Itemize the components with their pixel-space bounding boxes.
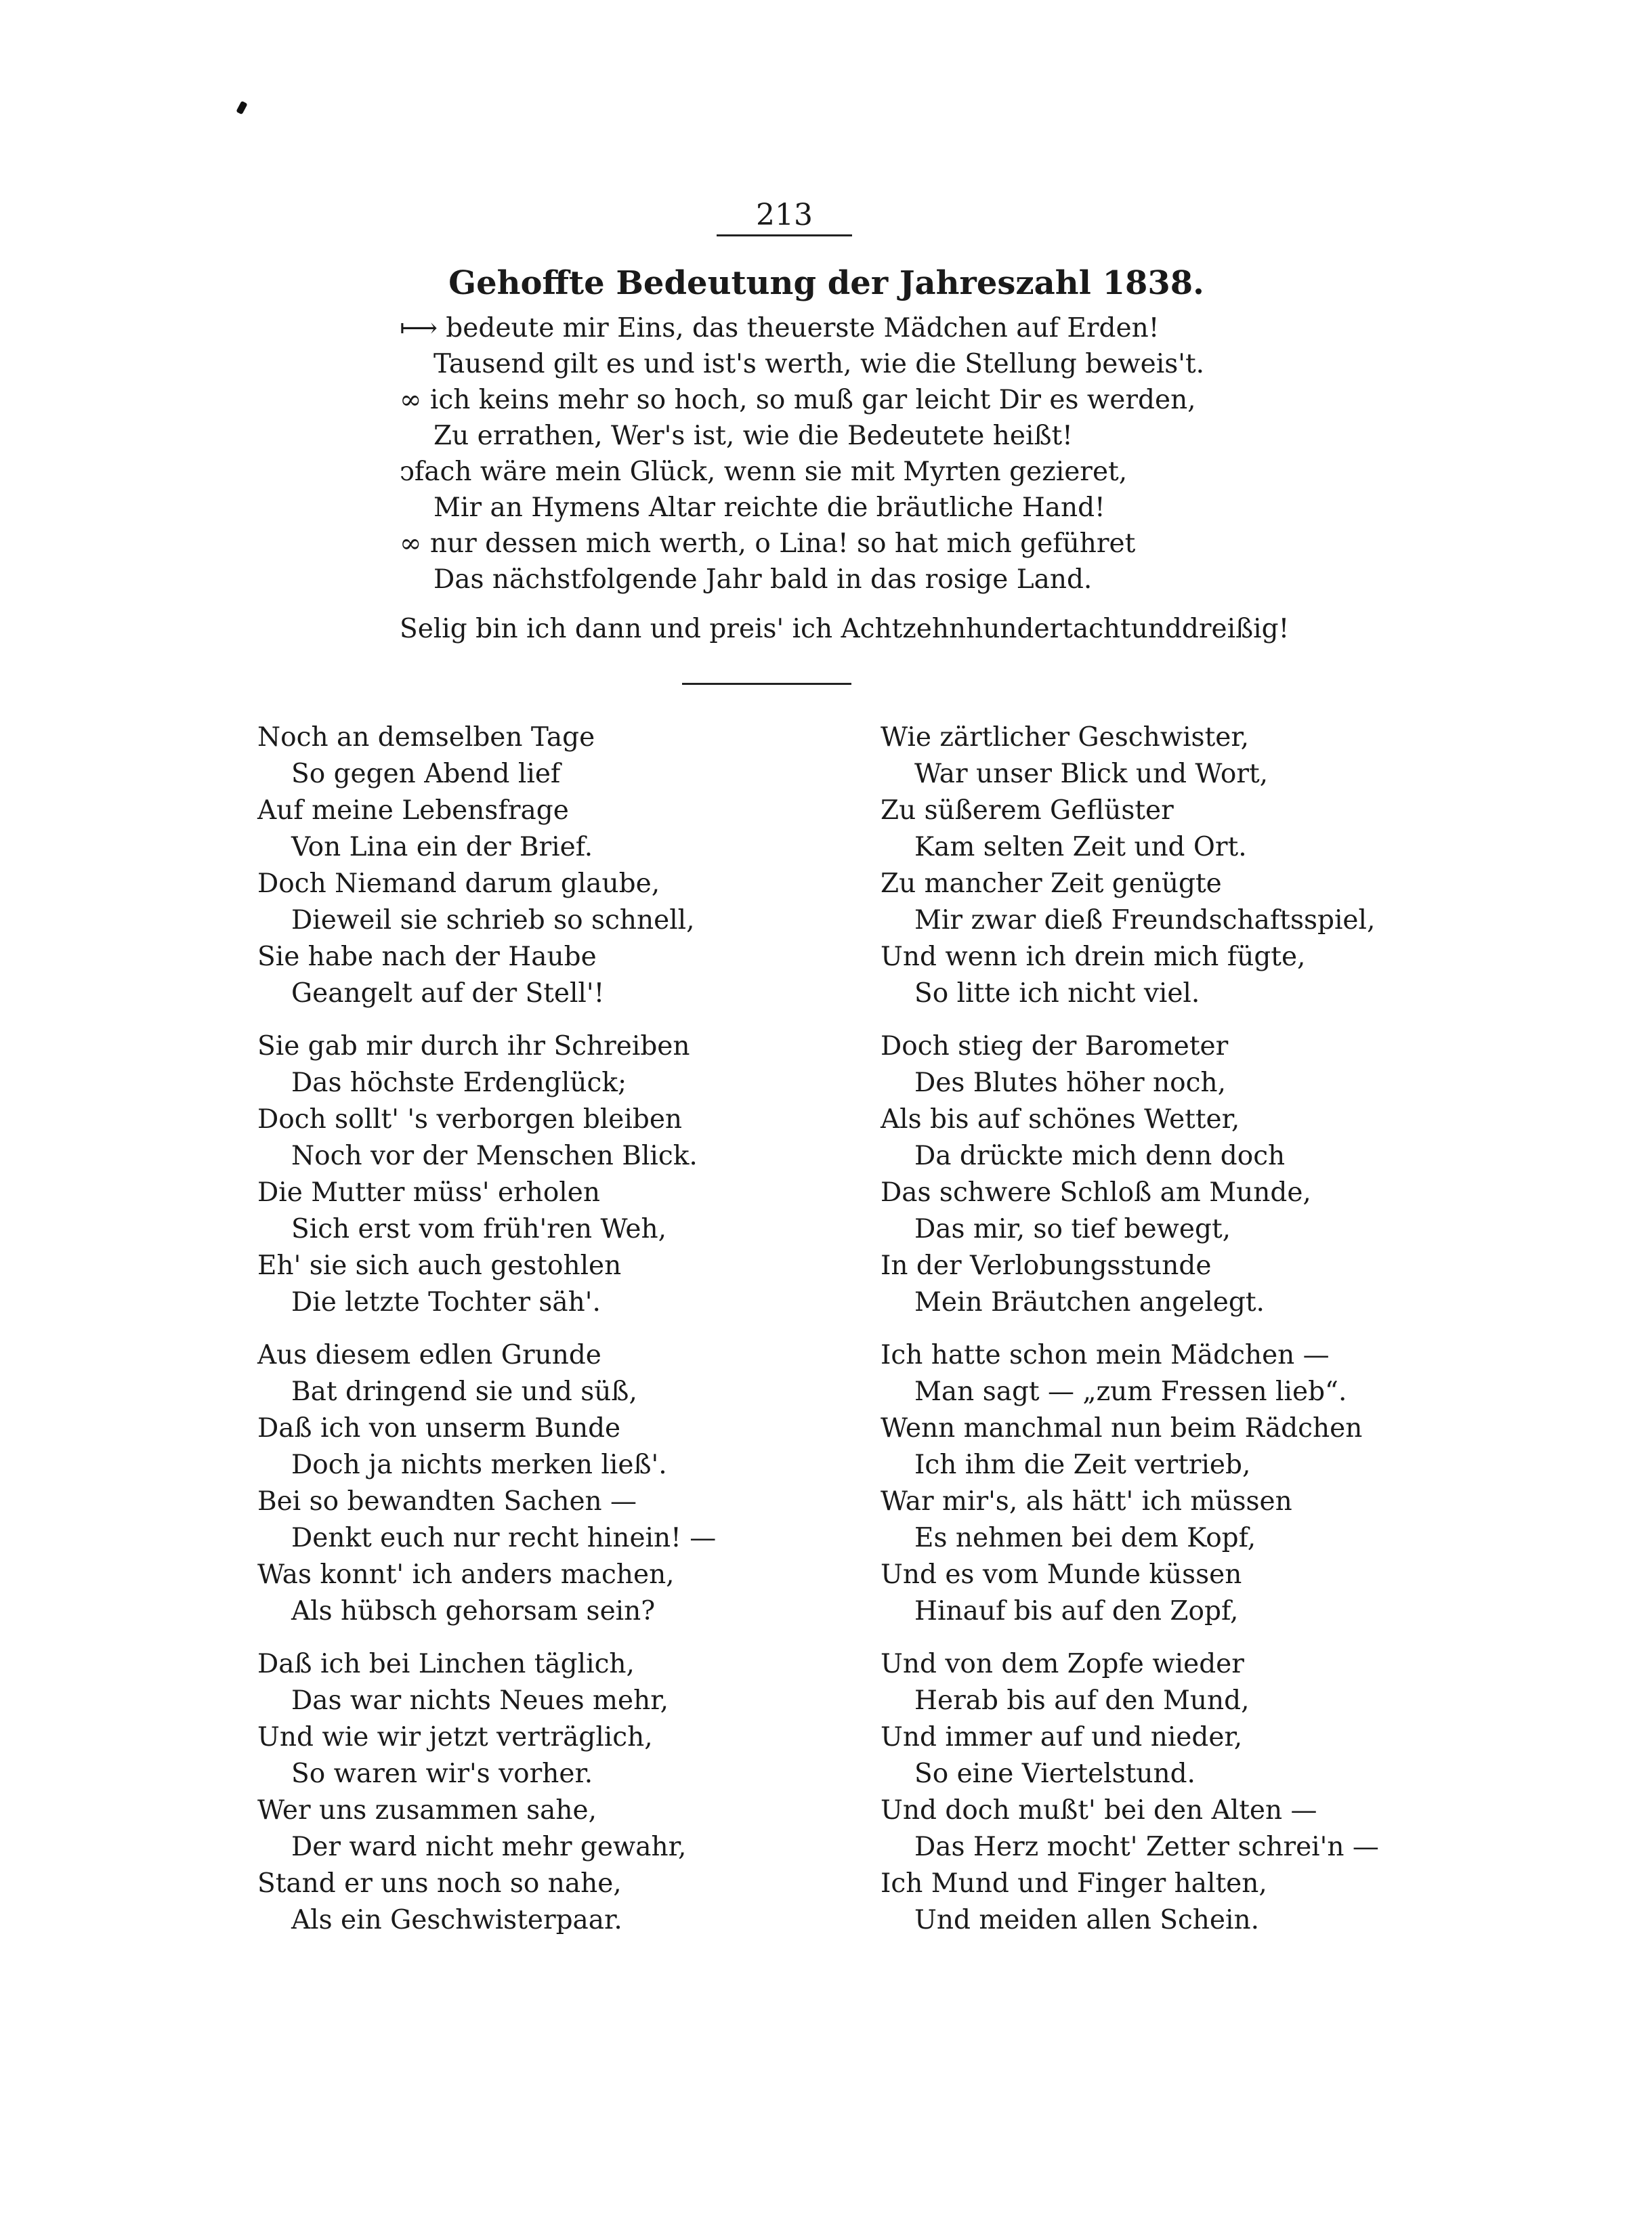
verse-line: Ich ihm die Zeit vertrieb, — [914, 1450, 1251, 1480]
stanza — [257, 719, 745, 1012]
verse-line: Wer uns zusammen sahe, — [257, 1795, 597, 1826]
stanza — [881, 719, 1376, 1012]
right-column — [881, 719, 1379, 1955]
verse-line: Das war nichts Neues mehr, — [291, 1685, 669, 1716]
verse-line: Das Herz mocht' Zetter schrei'n — — [914, 1832, 1379, 1862]
verse-line: Das mir, so tief bewegt, — [914, 1214, 1231, 1244]
verse-line: Als hübsch gehorsam sein? — [291, 1596, 656, 1626]
stanza — [257, 1028, 745, 1321]
verse-line: Mir zwar dieß Freundschaftsspiel, — [914, 905, 1376, 936]
verse-line: Kam selten Zeit und Ort. — [914, 832, 1247, 862]
verse-line: Das höchste Erdenglück; — [291, 1068, 627, 1098]
verse-line: Zu mancher Zeit genügte — [881, 868, 1222, 899]
verse-line: Aus diesem edlen Grunde — [257, 1340, 601, 1370]
verse-line: Stand er uns noch so nahe, — [257, 1868, 622, 1899]
verse-line: Daß ich bei Linchen täglich, — [257, 1649, 635, 1679]
verse-line: Doch Niemand darum glaube, — [257, 868, 660, 899]
verse-line: War unser Blick und Wort, — [914, 759, 1269, 789]
verse-line: Zu süßerem Geflüster — [881, 795, 1174, 826]
verse-line: Die letzte Tochter säh'. — [291, 1287, 601, 1318]
verse-line: Doch stieg der Barometer — [881, 1031, 1229, 1062]
verse-line: So waren wir's vorher. — [291, 1759, 593, 1789]
verse-line: Wie zärtlicher Geschwister, — [881, 722, 1250, 753]
epigram-line: Zu errathen, Wer's ist, wie die Bedeutete heißt! — [433, 421, 1073, 451]
verse-line: Als ein Geschwisterpaar. — [291, 1905, 622, 1935]
verse-line: Die Mutter müss' erholen — [257, 1177, 600, 1208]
epigram-closing-line: Selig bin ich dann und preis' ich Achtzehnhundertachtunddreißig! — [400, 614, 1290, 644]
verse-line: So litte ich nicht viel. — [914, 978, 1200, 1009]
stanza — [881, 1646, 1379, 1939]
stanza — [881, 1337, 1368, 1630]
epigram-line: ↄfach wäre mein Glück, wenn sie mit Myrten gezieret, — [400, 457, 1128, 487]
verse-line: Und wie wir jetzt verträglich, — [257, 1722, 653, 1752]
verse-line: Als bis auf schönes Wetter, — [881, 1104, 1240, 1135]
stanza — [881, 1028, 1368, 1321]
ink-mark — [236, 101, 247, 115]
verse-line: Und von dem Zopfe wieder — [881, 1649, 1244, 1679]
verse-line: Noch vor der Menschen Blick. — [291, 1141, 698, 1171]
verse-line: Wenn manchmal nun beim Rädchen — [881, 1413, 1363, 1444]
verse-line: Geangelt auf der Stell'! — [291, 978, 605, 1009]
verse-line: Man sagt — „zum Fressen lieb“. — [914, 1377, 1347, 1407]
page-number: 213 — [756, 198, 813, 232]
verse-line: Dieweil sie schrieb so schnell, — [291, 905, 695, 936]
epigram-line: Mir an Hymens Altar reichte die bräutliche Hand! — [433, 492, 1105, 523]
epigram-line: Das nächstfolgende Jahr bald in das rosige Land. — [433, 564, 1093, 595]
verse-line: Das schwere Schloß am Munde, — [881, 1177, 1311, 1208]
verse-line: Sich erst vom früh'ren Weh, — [291, 1214, 667, 1244]
page-number-underline — [717, 234, 852, 236]
verse-line: Und doch mußt' bei den Alten — — [881, 1795, 1317, 1826]
verse-line: Von Lina ein der Brief. — [291, 832, 593, 862]
stanza — [257, 1646, 745, 1939]
verse-line: Und wenn ich drein mich fügte, — [881, 942, 1306, 972]
verse-line: So eine Viertelstund. — [914, 1759, 1195, 1789]
verse-line: Sie gab mir durch ihr Schreiben — [257, 1031, 690, 1062]
section-divider — [682, 683, 851, 685]
verse-line: Und meiden allen Schein. — [914, 1905, 1259, 1935]
stanza — [257, 1337, 745, 1630]
verse-line: Doch sollt' 's verborgen bleiben — [257, 1104, 683, 1135]
verse-line: Es nehmen bei dem Kopf, — [914, 1523, 1256, 1553]
verse-line: Daß ich von unserm Bunde — [257, 1413, 621, 1444]
verse-line: Der ward nicht mehr gewahr, — [291, 1832, 687, 1862]
verse-line: Des Blutes höher noch, — [914, 1068, 1226, 1098]
verse-line: Ich Mund und Finger halten, — [881, 1868, 1267, 1899]
verse-line: Bat dringend sie und süß, — [291, 1377, 637, 1407]
verse-line: Denkt euch nur recht hinein! — — [291, 1523, 717, 1553]
verse-line: Herab bis auf den Mund, — [914, 1685, 1250, 1716]
verse-line: Da drückte mich denn doch — [914, 1141, 1286, 1171]
verse-line: Und es vom Munde küssen — [881, 1559, 1242, 1590]
verse-line: Eh' sie sich auch gestohlen — [257, 1251, 622, 1281]
epigram — [400, 310, 1290, 647]
verse-line: Bei so bewandten Sachen — — [257, 1486, 637, 1517]
verse-line: In der Verlobungsstunde — [881, 1251, 1212, 1281]
verse-line: Noch an demselben Tage — [257, 722, 595, 753]
left-column — [257, 719, 745, 1955]
poem-title: Gehoffte Bedeutung der Jahreszahl 1838. — [448, 264, 1204, 302]
verse-line: Und immer auf und nieder, — [881, 1722, 1243, 1752]
epigram-line: ⟼ bedeute mir Eins, das theuerste Mädchen auf Erden! — [400, 313, 1160, 343]
epigram-line: Tausend gilt es und ist's werth, wie die Stellung beweis't. — [433, 349, 1205, 379]
epigram-line: ∞ ich keins mehr so hoch, so muß gar leicht Dir es werden, — [400, 385, 1196, 415]
verse-line: Was konnt' ich anders machen, — [257, 1559, 675, 1590]
verse-line: Auf meine Lebensfrage — [257, 795, 569, 826]
verse-line: So gegen Abend lief — [291, 759, 561, 789]
verse-line: Doch ja nichts merken ließ'. — [291, 1450, 667, 1480]
verse-line: Ich hatte schon mein Mädchen — — [881, 1340, 1330, 1370]
verse-line: Mein Bräutchen angelegt. — [914, 1287, 1265, 1318]
verse-line: Sie habe nach der Haube — [257, 942, 597, 972]
verse-line: Hinauf bis auf den Zopf, — [914, 1596, 1239, 1626]
epigram-line: ∞ nur dessen mich werth, o Lina! so hat mich geführet — [400, 528, 1136, 559]
verse-line: War mir's, als hätt' ich müssen — [881, 1486, 1292, 1517]
